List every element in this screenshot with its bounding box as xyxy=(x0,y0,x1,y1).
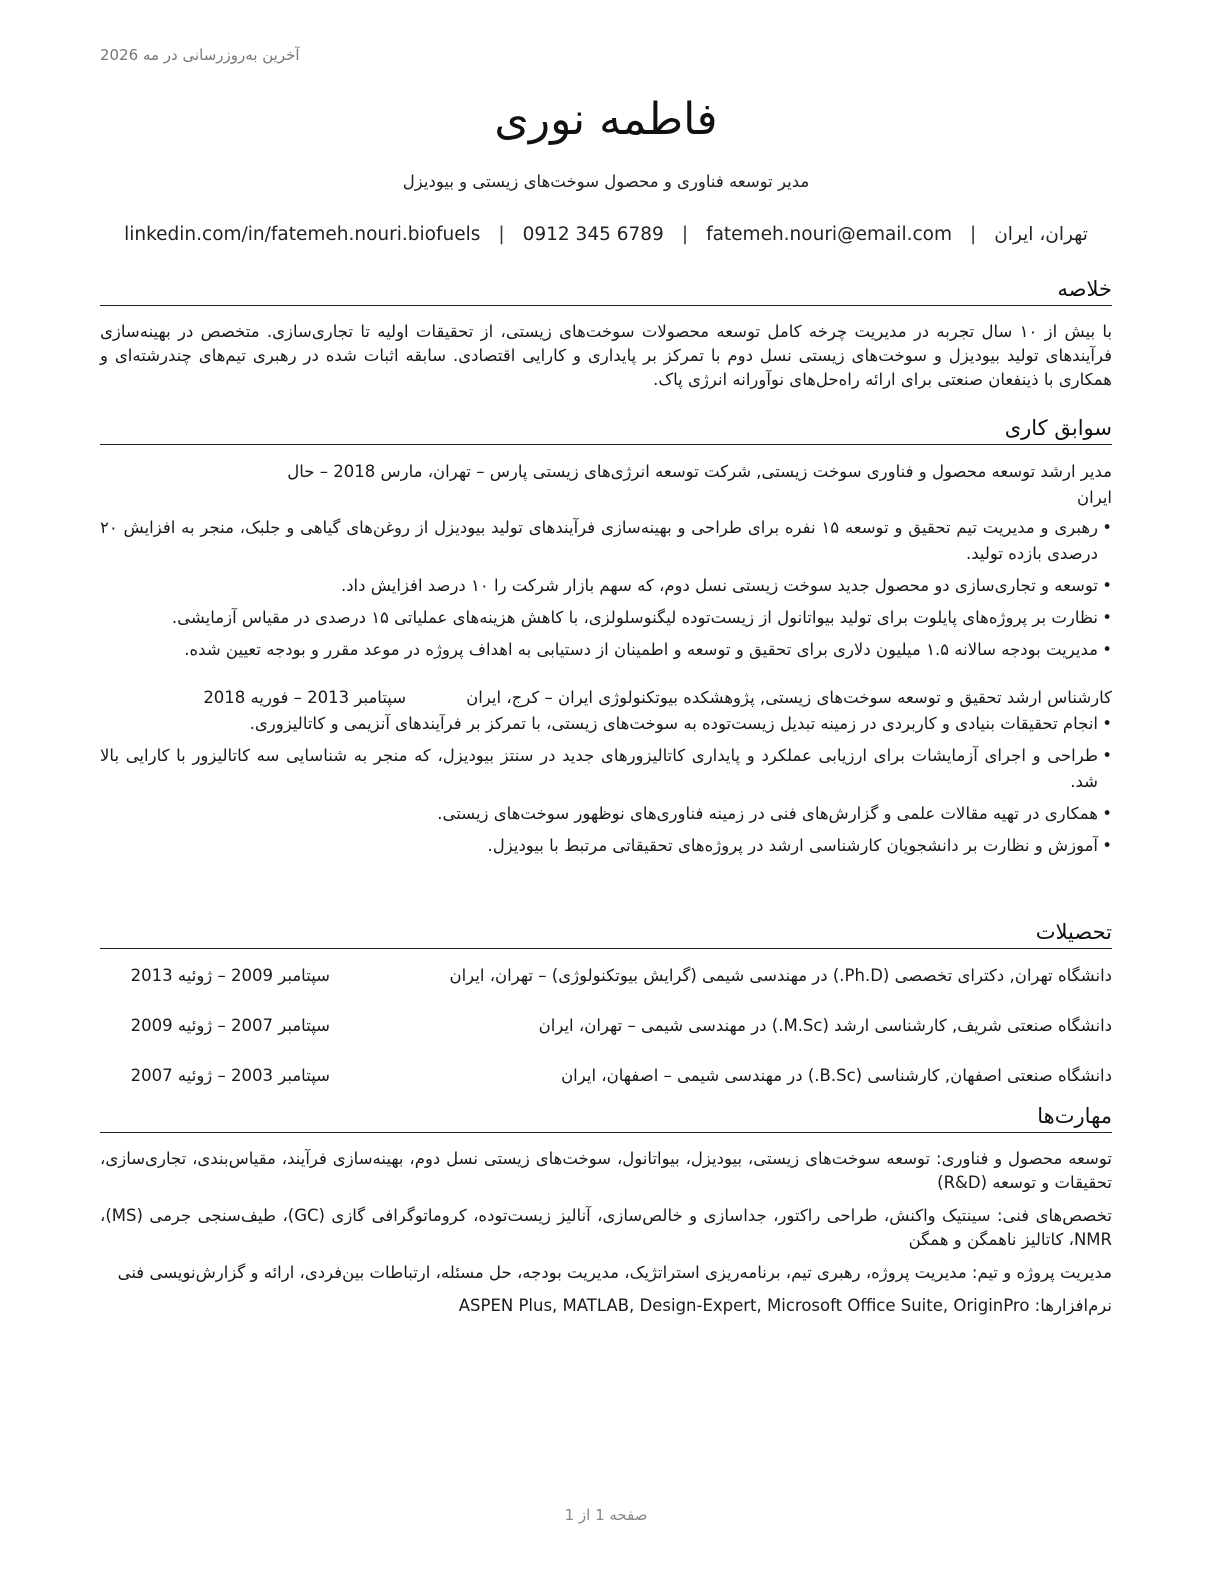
education-degree: دانشگاه صنعتی اصفهان, کارشناسی (B.Sc.) در مهندسی شیمی – اصفهان، ایران xyxy=(561,1066,1112,1085)
skills-heading: مهارت‌ها xyxy=(100,1102,1112,1133)
job-bullets xyxy=(100,711,1112,859)
job-entry xyxy=(100,459,1112,663)
contact-line xyxy=(100,224,1112,245)
experience-section xyxy=(100,414,1112,865)
job-bullet: • رهبری و مدیریت تیم تحقیق و توسعه ۱۵ نفره برای طراحی و بهینه‌سازی فرآیندهای تولید بیودیزل از روغن‌های گیاهی و جلبک، منجر به افزایش ۲۰ درصدی بازده تولید. xyxy=(100,515,1112,567)
job-entry xyxy=(100,685,1112,859)
job-bullet: • انجام تحقیقات بنیادی و کاربردی در زمینه تبدیل زیست‌توده به سوخت‌های زیستی، با تمرکز بر فرآیندهای آنزیمی و کاتالیزوری. xyxy=(100,711,1112,737)
summary-section xyxy=(100,275,1112,392)
contact-phone[interactable]: 0912 345 6789 xyxy=(522,224,664,245)
job-heading: کارشناس ارشد تحقیق و توسعه سوخت‌های زیستی, پژوهشکده بیوتکنولوژی ایران – کرج، ایران xyxy=(466,688,1112,707)
job-heading-cont: ایران xyxy=(1077,488,1112,507)
candidate-name: فاطمه نوری xyxy=(494,94,718,145)
candidate-title: مدیر توسعه فناوری و محصول سوخت‌های زیستی و بیودیزل xyxy=(402,172,810,191)
job-heading-row xyxy=(100,685,1112,711)
education-date: سپتامبر 2007 – ژوئیه 2009 xyxy=(130,1016,330,1035)
contact-separator: | xyxy=(969,224,977,245)
job-bullet: • همکاری در تهیه مقالات علمی و گزارش‌های فنی در زمینه فناوری‌های نوظهور سوخت‌های زیستی. xyxy=(100,801,1112,827)
job-bullet: • توسعه و تجاری‌سازی دو محصول جدید سوخت زیستی نسل دوم، که سهم بازار شرکت را ۱۰ درصد افزایش داد. xyxy=(100,573,1112,599)
job-bullet: • مدیریت بودجه سالانه ۱.۵ میلیون دلاری برای تحقیق و توسعه و اطمینان از دستیابی به اهداف پروژه در موعد مقرر و بودجه تعیین شده. xyxy=(100,637,1112,663)
page-footer: صفحه 1 از 1 xyxy=(564,1506,648,1524)
skills-section xyxy=(100,1102,1112,1327)
contact-separator: | xyxy=(681,224,689,245)
last-updated: آخرین به‌روزرسانی در مه 2026 xyxy=(100,46,300,64)
experience-heading: سوابق کاری xyxy=(100,414,1112,445)
education-section xyxy=(100,918,1112,1101)
education-row xyxy=(100,1001,1112,1051)
education-date: سپتامبر 2003 – ژوئیه 2007 xyxy=(130,1066,330,1085)
job-bullet: • نظارت بر پروژه‌های پایلوت برای تولید بیواتانول از زیست‌توده لیگنوسلولزی، با کاهش هزینه‌های عملیاتی ۱۵ درصدی در مقیاس آزمایشی. xyxy=(100,605,1112,631)
education-row xyxy=(100,951,1112,1001)
education-degree: دانشگاه صنعتی شریف, کارشناسی ارشد (M.Sc.) در مهندسی شیمی – تهران، ایران xyxy=(538,1016,1112,1035)
education-date: سپتامبر 2009 – ژوئیه 2013 xyxy=(130,966,330,985)
skill-line: مدیریت پروژه و تیم: مدیریت پروژه، رهبری تیم، برنامه‌ریزی استراتژیک، مدیریت بودجه، حل مسئله، ارتباطات بین‌فردی، ارائه و گزارش‌نویسی فنی xyxy=(117,1263,1112,1282)
education-heading: تحصیلات xyxy=(100,918,1112,949)
skill-line: توسعه محصول و فناوری: توسعه سوخت‌های زیستی، بیودیزل، بیواتانول، سوخت‌های زیستی نسل دوم، بهینه‌سازی فرآیند، مقیاس‌بندی، تجاری‌سازی، تحقیقات و توسعه (R&D) xyxy=(100,1149,1112,1192)
contact-email[interactable]: fatemeh.nouri@email.com xyxy=(706,224,952,245)
job-bullet: • آموزش و نظارت بر دانشجویان کارشناسی ارشد در پروژه‌های تحقیقاتی مرتبط با بیودیزل. xyxy=(100,833,1112,859)
job-bullet: • طراحی و اجرای آزمایشات برای ارزیابی عملکرد و پایداری کاتالیزورهای جدید در سنتز بیودیزل، که منجر به شناسایی سه کاتالیزور با کارایی بالا شد. xyxy=(100,743,1112,795)
skill-line: نرم‌افزارها: ASPEN Plus, MATLAB, Design-Expert, Microsoft Office Suite, OriginPro xyxy=(458,1296,1112,1315)
education-degree: دانشگاه تهران, دکترای تخصصی (Ph.D.) در مهندسی شیمی (گرایش بیوتکنولوژی) – تهران، ایران xyxy=(449,966,1112,985)
summary-heading: خلاصه xyxy=(100,275,1112,306)
summary-text: با بیش از ۱۰ سال تجربه در مدیریت چرخه کامل توسعه محصولات سوخت‌های زیستی، از تحقیقات اولیه تا تجاری‌سازی. متخصص در بهینه‌سازی فرآیندهای تولید بیودیزل و سوخت‌های زیستی نسل دوم با تمرکز بر پایداری و کارایی اقتصادی. سابقه اثبات شده در رهبری تیم‌های چندرشته‌ای و همکاری با ذینفعان صنعتی برای ارائه راه‌حل‌های نوآورانه انرژی پاک. xyxy=(100,322,1112,389)
education-list xyxy=(100,951,1112,1101)
skills-list xyxy=(100,1147,1112,1318)
resume-page xyxy=(100,0,1112,1584)
contact-location: تهران، ایران xyxy=(994,224,1088,245)
contact-separator: | xyxy=(498,224,505,245)
education-row xyxy=(100,1051,1112,1101)
contact-linkedin[interactable]: linkedin.com/in/fatemeh.nouri.biofuels xyxy=(124,224,481,245)
job-date: سپتامبر 2013 – فوریه 2018 xyxy=(203,688,407,707)
job-heading: مدیر ارشد توسعه محصول و فناوری سوخت زیستی, شرکت توسعه انرژی‌های زیستی پارس – تهران، مارس 2018 – حال xyxy=(287,462,1112,481)
job-bullets xyxy=(100,515,1112,663)
skill-line: تخصص‌های فنی: سینتیک واکنش، طراحی راکتور، جداسازی و خالص‌سازی، آنالیز زیست‌توده، کروماتوگرافی گازی (GC)، طیف‌سنجی جرمی (MS)، NMR، کاتالیز ناهمگن و همگن xyxy=(100,1206,1112,1249)
